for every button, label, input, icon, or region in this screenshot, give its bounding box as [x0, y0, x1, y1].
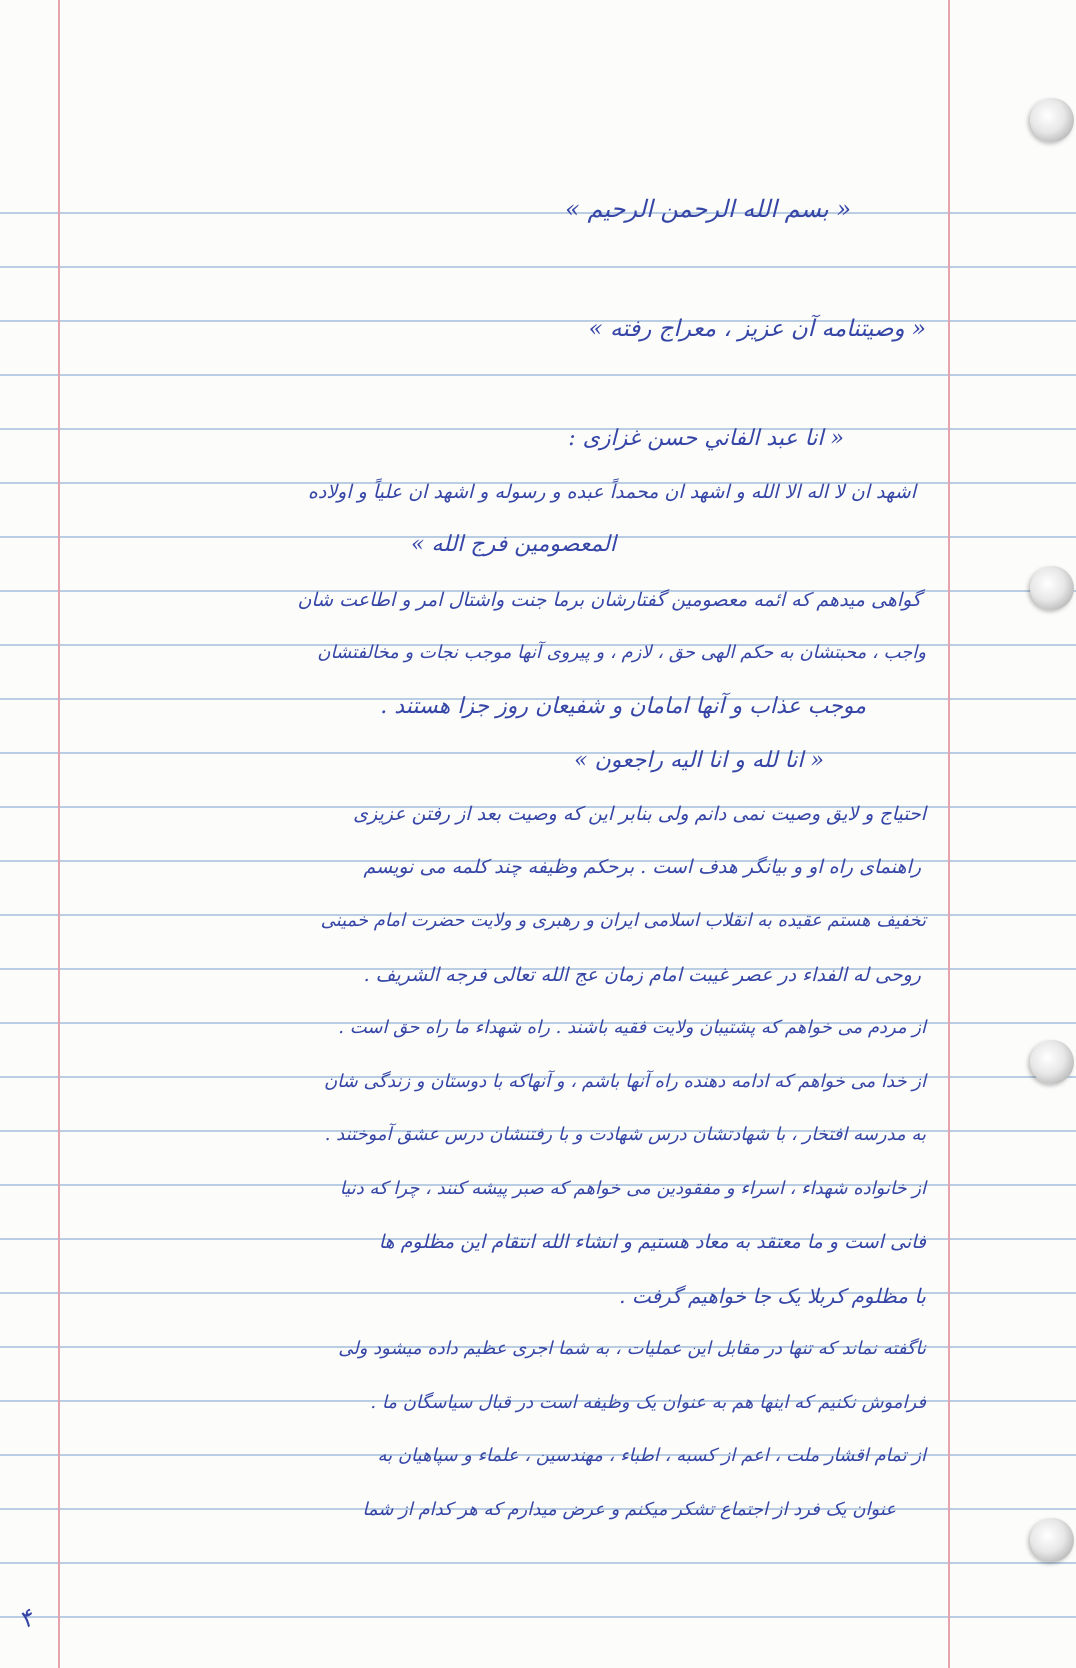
punch-hole-top — [1030, 98, 1074, 142]
handwritten-line-5: واجب ، محبتشان به حکم الهی حق ، لازم ، و پیروی آنها موجب نجات و مخالفتشان — [317, 642, 926, 663]
handwritten-line-18: ناگفته نماند که تنها در مقابل این عملیات ، به شما اجری عظیم داده میشود ولی — [338, 1338, 926, 1359]
handwritten-line-14: به مدرسه افتخار ، با شهادتشان درس شهادت و با رفتنشان درس عشق آموختند . — [324, 1124, 926, 1145]
handwritten-line-15: از خانواده شهداء ، اسراء و مفقودین می خواهم که صبر پیشه کنند ، چرا که دنیا — [339, 1178, 926, 1199]
handwritten-line-7: « انا لله و انا الیه راجعون » — [574, 748, 824, 773]
handwritten-line-4: گواهی میدهم که ائمه معصومین گفتارشان برما جنت واشتال امر و اطاعت شان — [297, 589, 921, 611]
handwritten-line-9: راهنمای راه او و بیانگر هدف است . برحکم وظیفه چند کلمه می نویسم — [363, 856, 921, 878]
punch-hole-upper-middle — [1030, 566, 1074, 610]
punch-hole-lower-middle — [1030, 1040, 1074, 1084]
handwritten-line-11: روحی له الفداء در عصر غیبت امام زمان عج الله تعالی فرجه الشریف . — [363, 964, 921, 986]
handwritten-line-16: فانی است و ما معتقد به معاد هستیم و انشاء الله انتقام این مظلوم ها — [378, 1231, 926, 1253]
handwritten-line-1: « انا عبد الفاني حسن غزازی : — [568, 426, 844, 451]
handwritten-line-20: از تمام اقشار ملت ، اعم از کسبه ، اطباء ، مهندسین ، علماء و سپاهیان به — [377, 1445, 926, 1466]
document-title: « وصیتنامه آن عزیز ، معراج رفته » — [588, 316, 926, 342]
handwritten-line-12: از مردم می خواهم که پشتیبان ولایت فقیه باشند . راه شهداء ما راه حق است . — [338, 1017, 926, 1038]
handwritten-line-3: المعصومین فرج الله » — [411, 532, 616, 557]
handwritten-line-19: فراموش نکنیم که اینها هم به عنوان یک وظیفه است در قبال سیاسگان ما . — [370, 1392, 926, 1413]
handwritten-line-6: موجب عذاب و آنها امامان و شفیعان روز جزا هستند . — [380, 694, 866, 719]
handwritten-line-10: تخفیف هستم عقیده به انقلاب اسلامی ایران و رهبری و ولایت حضرت امام خمینی — [320, 910, 926, 931]
right-margin-line — [948, 0, 950, 1668]
page-number: ۴ — [13, 1603, 40, 1635]
punch-hole-bottom — [1030, 1518, 1074, 1562]
top-blank-band — [0, 0, 1076, 160]
handwritten-line-13: از خدا می خواهم که ادامه دهنده راه آنها باشم ، و آنهاکه با دوستان و زندگی شان — [323, 1071, 926, 1092]
handwritten-line-17: با مظلوم کربلا یک جا خواهیم گرفت . — [619, 1284, 926, 1308]
handwritten-line-21: عنوان یک فرد از اجتماع تشکر میکنم و عرض میدارم که هر کدام از شما — [362, 1499, 896, 1520]
basmala-heading: « بسم الله الرحمن الرحیم » — [565, 195, 851, 223]
left-margin-line — [58, 0, 60, 1668]
handwritten-line-2: اشهد ان لا اله الا الله و اشهد ان محمداً عبده و رسوله و اشهد ان علیاً و اولاده — [307, 481, 916, 503]
handwritten-line-8: احتیاج و لایق وصیت نمی دانم ولی بنابر این که وصیت بعد از رفتن عزیزی — [353, 803, 926, 825]
